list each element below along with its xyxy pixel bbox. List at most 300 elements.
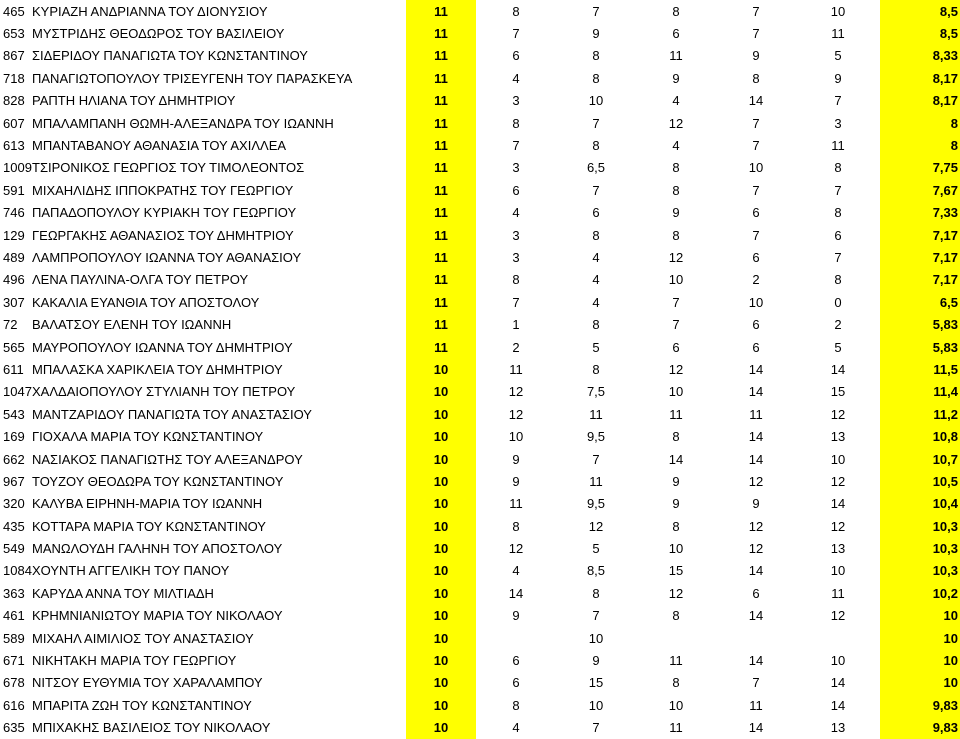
group-score: 10 bbox=[406, 649, 476, 671]
grade-5: 12 bbox=[830, 518, 846, 534]
grade-4: 14 bbox=[748, 93, 764, 109]
grade-1: 10 bbox=[508, 429, 524, 445]
group-score: 10 bbox=[406, 448, 476, 470]
group-score: 11 bbox=[406, 336, 476, 358]
row-id: 465 bbox=[3, 3, 25, 19]
average-grade: 9,83 bbox=[880, 694, 960, 716]
group-score: 10 bbox=[406, 425, 476, 447]
candidate-name: ΜΥΣΤΡΙΔΗΣ ΘΕΟΔΩΡΟΣ ΤΟΥ ΒΑΣΙΛΕΙΟΥ bbox=[32, 26, 285, 42]
grade-5: 11 bbox=[831, 585, 845, 601]
grade-2: 8 bbox=[592, 138, 600, 154]
grade-4: 14 bbox=[748, 429, 764, 445]
grade-4: 7 bbox=[752, 115, 760, 131]
table-row bbox=[0, 672, 960, 694]
grade-2: 6 bbox=[592, 205, 600, 221]
grade-1: 7 bbox=[512, 294, 520, 310]
grade-5: 6 bbox=[834, 227, 842, 243]
grade-2: 9,5 bbox=[586, 429, 606, 445]
row-id: 1009 bbox=[3, 160, 32, 176]
grade-5: 14 bbox=[830, 496, 846, 512]
grade-2: 11 bbox=[589, 473, 603, 489]
grade-3: 12 bbox=[668, 249, 684, 265]
grade-1: 9 bbox=[512, 473, 520, 489]
candidate-name: ΜΠΑΛΑΜΠΑΝΗ ΘΩΜΗ-ΑΛΕΞΑΝΔΡΑ ΤΟΥ ΙΩΑΝΝΗ bbox=[32, 115, 334, 131]
group-score: 10 bbox=[406, 627, 476, 649]
candidate-name: ΠΑΠΑΔΟΠΟΥΛΟΥ ΚΥΡΙΑΚΗ ΤΟΥ ΓΕΩΡΓΙΟΥ bbox=[32, 205, 297, 221]
row-id: 461 bbox=[3, 608, 25, 624]
table-row bbox=[0, 45, 960, 67]
candidate-name: ΚΡΗΜΝΙΑΝΙΩΤΟΥ ΜΑΡΙΑ ΤΟΥ ΝΙΚΟΛΑΟΥ bbox=[32, 608, 283, 624]
grade-2: 8 bbox=[592, 361, 600, 377]
grade-5: 0 bbox=[834, 294, 842, 310]
grade-2: 7 bbox=[592, 115, 600, 131]
grade-2: 8 bbox=[592, 227, 600, 243]
grade-2: 7 bbox=[592, 608, 600, 624]
group-score: 10 bbox=[406, 470, 476, 492]
grade-1: 2 bbox=[512, 339, 520, 355]
grade-3: 9 bbox=[672, 473, 680, 489]
row-id: 662 bbox=[3, 451, 25, 467]
grade-3: 11 bbox=[669, 48, 683, 64]
group-score: 11 bbox=[406, 157, 476, 179]
candidate-name: ΚΥΡΙΑΖΗ ΑΝΔΡΙΑΝΝΑ ΤΟΥ ΔΙΟΝΥΣΙΟΥ bbox=[32, 3, 268, 19]
row-id: 549 bbox=[3, 541, 25, 557]
grade-2: 7 bbox=[592, 720, 600, 736]
table-row bbox=[0, 224, 960, 246]
grade-1: 6 bbox=[512, 653, 520, 669]
grade-1: 12 bbox=[508, 384, 524, 400]
row-id: 678 bbox=[3, 675, 25, 691]
grade-4: 14 bbox=[748, 384, 764, 400]
grade-3: 9 bbox=[672, 205, 680, 221]
row-id: 718 bbox=[3, 70, 25, 86]
group-score: 11 bbox=[406, 179, 476, 201]
table-row bbox=[0, 269, 960, 291]
table-row bbox=[0, 0, 960, 22]
grade-5: 14 bbox=[830, 675, 846, 691]
grade-1: 4 bbox=[512, 720, 520, 736]
grade-2: 11 bbox=[589, 406, 603, 422]
average-grade: 10,8 bbox=[880, 425, 960, 447]
table-row bbox=[0, 717, 960, 739]
group-score: 11 bbox=[406, 291, 476, 313]
table-row bbox=[0, 246, 960, 268]
group-score: 11 bbox=[406, 22, 476, 44]
table-row bbox=[0, 202, 960, 224]
group-score: 11 bbox=[406, 224, 476, 246]
table-row bbox=[0, 291, 960, 313]
average-grade: 7,17 bbox=[880, 246, 960, 268]
average-grade: 10 bbox=[880, 649, 960, 671]
table-row bbox=[0, 605, 960, 627]
table-row bbox=[0, 694, 960, 716]
group-score: 10 bbox=[406, 358, 476, 380]
group-score: 10 bbox=[406, 672, 476, 694]
row-id: 828 bbox=[3, 93, 25, 109]
grade-1: 12 bbox=[508, 541, 524, 557]
grade-4: 6 bbox=[752, 585, 760, 601]
grade-4: 14 bbox=[748, 653, 764, 669]
row-id: 967 bbox=[3, 473, 25, 489]
grade-2: 8,5 bbox=[586, 563, 606, 579]
grade-1: 8 bbox=[512, 115, 520, 131]
table-row bbox=[0, 515, 960, 537]
grade-5: 12 bbox=[830, 406, 846, 422]
average-grade: 7,33 bbox=[880, 202, 960, 224]
grade-4: 12 bbox=[748, 518, 764, 534]
row-id: 671 bbox=[3, 653, 25, 669]
grade-5: 8 bbox=[834, 272, 842, 288]
average-grade: 11,5 bbox=[880, 358, 960, 380]
grade-3: 11 bbox=[669, 720, 683, 736]
row-id: 1084 bbox=[3, 563, 32, 579]
grade-4: 14 bbox=[748, 361, 764, 377]
table-row bbox=[0, 90, 960, 112]
row-id: 496 bbox=[3, 272, 25, 288]
grade-5: 14 bbox=[830, 697, 846, 713]
table-row bbox=[0, 493, 960, 515]
average-grade: 10,3 bbox=[880, 560, 960, 582]
grade-1: 8 bbox=[512, 518, 520, 534]
row-id: 607 bbox=[3, 115, 25, 131]
grade-3: 8 bbox=[672, 227, 680, 243]
candidate-name: ΚΟΤΤΑΡΑ ΜΑΡΙΑ ΤΟΥ ΚΩΝΣΤΑΝΤΙΝΟΥ bbox=[32, 518, 266, 534]
candidate-name: ΓΕΩΡΓΑΚΗΣ ΑΘΑΝΑΣΙΟΣ ΤΟΥ ΔΗΜΗΤΡΙΟΥ bbox=[32, 227, 294, 243]
group-score: 10 bbox=[406, 694, 476, 716]
grade-5: 2 bbox=[834, 317, 842, 333]
candidate-name: ΓΙΟΧΑΛΑ ΜΑΡΙΑ ΤΟΥ ΚΩΝΣΤΑΝΤΙΝΟΥ bbox=[32, 429, 264, 445]
grade-5: 5 bbox=[834, 339, 842, 355]
average-grade: 7,17 bbox=[880, 224, 960, 246]
grade-2: 8 bbox=[592, 317, 600, 333]
grade-4: 9 bbox=[752, 496, 760, 512]
grade-2: 12 bbox=[588, 518, 604, 534]
row-id: 307 bbox=[3, 294, 25, 310]
grade-2: 15 bbox=[588, 675, 604, 691]
grade-3: 8 bbox=[672, 3, 680, 19]
candidate-name: ΛΕΝΑ ΠΑΥΛΙΝΑ-ΟΛΓΑ ΤΟΥ ΠΕΤΡΟΥ bbox=[32, 272, 249, 288]
grade-1: 4 bbox=[512, 70, 520, 86]
row-id: 169 bbox=[3, 429, 25, 445]
grade-4: 7 bbox=[752, 3, 760, 19]
grade-5: 7 bbox=[834, 182, 842, 198]
grade-1: 3 bbox=[512, 227, 520, 243]
row-id: 653 bbox=[3, 26, 25, 42]
grade-4: 7 bbox=[752, 227, 760, 243]
group-score: 10 bbox=[406, 717, 476, 739]
grade-4: 14 bbox=[748, 563, 764, 579]
table-row bbox=[0, 22, 960, 44]
grade-5: 10 bbox=[830, 653, 846, 669]
row-id: 565 bbox=[3, 339, 25, 355]
grade-4: 14 bbox=[748, 720, 764, 736]
average-grade: 8,5 bbox=[880, 22, 960, 44]
grade-5: 5 bbox=[834, 48, 842, 64]
grade-1: 3 bbox=[512, 249, 520, 265]
table-row bbox=[0, 470, 960, 492]
grade-2: 10 bbox=[588, 93, 604, 109]
grade-2: 9 bbox=[592, 26, 600, 42]
row-id: 746 bbox=[3, 205, 25, 221]
group-score: 11 bbox=[406, 112, 476, 134]
average-grade: 5,83 bbox=[880, 336, 960, 358]
group-score: 11 bbox=[406, 0, 476, 22]
average-grade: 10 bbox=[880, 672, 960, 694]
grade-1: 14 bbox=[508, 585, 524, 601]
grade-5: 8 bbox=[834, 160, 842, 176]
grade-3: 12 bbox=[668, 585, 684, 601]
grade-5: 13 bbox=[830, 720, 846, 736]
group-score: 10 bbox=[406, 560, 476, 582]
grade-3: 10 bbox=[668, 384, 684, 400]
grade-2: 6,5 bbox=[586, 160, 606, 176]
candidate-name: ΧΑΛΔΑΙΟΠΟΥΛΟΥ ΣΤΥΛΙΑΝΗ ΤΟΥ ΠΕΤΡΟΥ bbox=[32, 384, 296, 400]
table-row bbox=[0, 358, 960, 380]
table-row bbox=[0, 112, 960, 134]
grade-3: 6 bbox=[672, 339, 680, 355]
grade-3: 12 bbox=[668, 115, 684, 131]
grade-1: 8 bbox=[512, 272, 520, 288]
grade-3: 14 bbox=[668, 451, 684, 467]
group-score: 11 bbox=[406, 134, 476, 156]
table-row bbox=[0, 336, 960, 358]
table-row bbox=[0, 381, 960, 403]
grade-1: 4 bbox=[512, 205, 520, 221]
table-row bbox=[0, 134, 960, 156]
average-grade: 10 bbox=[880, 627, 960, 649]
row-id: 129 bbox=[3, 227, 25, 243]
grade-3: 15 bbox=[668, 563, 684, 579]
grade-4: 7 bbox=[752, 182, 760, 198]
row-id: 489 bbox=[3, 249, 25, 265]
group-score: 10 bbox=[406, 403, 476, 425]
grade-3: 4 bbox=[672, 93, 680, 109]
grade-3: 8 bbox=[672, 429, 680, 445]
group-score: 10 bbox=[406, 515, 476, 537]
average-grade: 5,83 bbox=[880, 313, 960, 335]
row-id: 589 bbox=[3, 630, 25, 646]
candidate-name: ΣΙΔΕΡΙΔΟΥ ΠΑΝΑΓΙΩΤΑ ΤΟΥ ΚΩΝΣΤΑΝΤΙΝΟΥ bbox=[32, 48, 308, 64]
row-id: 543 bbox=[3, 406, 25, 422]
grade-4: 2 bbox=[752, 272, 760, 288]
grade-4: 7 bbox=[752, 675, 760, 691]
grade-4: 10 bbox=[748, 160, 764, 176]
candidate-name: ΝΑΣΙΑΚΟΣ ΠΑΝΑΓΙΩΤΗΣ ΤΟΥ ΑΛΕΞΑΝΔΡΟΥ bbox=[32, 451, 303, 467]
candidate-name: ΚΑΚΑΛΙΑ ΕΥΑΝΘΙΑ ΤΟΥ ΑΠΟΣΤΟΛΟΥ bbox=[32, 294, 260, 310]
grade-3: 4 bbox=[672, 138, 680, 154]
row-id: 1047 bbox=[3, 384, 32, 400]
average-grade: 10,3 bbox=[880, 515, 960, 537]
grade-4: 6 bbox=[752, 317, 760, 333]
candidate-name: ΡΑΠΤΗ ΗΛΙΑΝΑ ΤΟΥ ΔΗΜΗΤΡΙΟΥ bbox=[32, 93, 236, 109]
candidate-name: ΝΙΤΣΟΥ ΕΥΘΥΜΙΑ ΤΟΥ ΧΑΡΑΛΑΜΠΟΥ bbox=[32, 675, 263, 691]
group-score: 11 bbox=[406, 269, 476, 291]
grade-4: 11 bbox=[749, 697, 763, 713]
grade-3: 8 bbox=[672, 182, 680, 198]
candidate-name: ΚΑΡΥΔΑ ΑΝΝΑ ΤΟΥ ΜΙΛΤΙΑΔΗ bbox=[32, 585, 214, 601]
grade-5: 13 bbox=[830, 541, 846, 557]
grade-1: 6 bbox=[512, 48, 520, 64]
row-id: 616 bbox=[3, 697, 25, 713]
average-grade: 10,3 bbox=[880, 537, 960, 559]
average-grade: 8,17 bbox=[880, 90, 960, 112]
group-score: 10 bbox=[406, 537, 476, 559]
table-row bbox=[0, 313, 960, 335]
group-score: 10 bbox=[406, 381, 476, 403]
grade-2: 10 bbox=[588, 630, 604, 646]
table-row bbox=[0, 448, 960, 470]
grade-5: 10 bbox=[830, 563, 846, 579]
average-grade: 10,5 bbox=[880, 470, 960, 492]
grade-4: 14 bbox=[748, 451, 764, 467]
grade-5: 14 bbox=[830, 361, 846, 377]
grade-1: 8 bbox=[512, 3, 520, 19]
grade-2: 7 bbox=[592, 3, 600, 19]
grade-1: 7 bbox=[512, 26, 520, 42]
group-score: 11 bbox=[406, 246, 476, 268]
grade-4: 7 bbox=[752, 138, 760, 154]
grade-4 bbox=[716, 627, 796, 649]
row-id: 867 bbox=[3, 48, 25, 64]
grade-4: 6 bbox=[752, 205, 760, 221]
row-id: 435 bbox=[3, 518, 25, 534]
row-id: 72 bbox=[3, 317, 18, 333]
grade-2: 5 bbox=[592, 339, 600, 355]
table-row bbox=[0, 157, 960, 179]
table-row bbox=[0, 403, 960, 425]
grade-3: 11 bbox=[669, 653, 683, 669]
table-row bbox=[0, 425, 960, 447]
grade-4: 12 bbox=[748, 541, 764, 557]
grade-2: 4 bbox=[592, 294, 600, 310]
grade-5: 12 bbox=[830, 473, 846, 489]
grade-1: 12 bbox=[508, 406, 524, 422]
grade-3: 12 bbox=[668, 361, 684, 377]
average-grade: 10,2 bbox=[880, 582, 960, 604]
grade-2: 8 bbox=[592, 70, 600, 86]
grade-1: 3 bbox=[512, 93, 520, 109]
group-score: 11 bbox=[406, 67, 476, 89]
average-grade: 8 bbox=[880, 134, 960, 156]
grade-1: 9 bbox=[512, 451, 520, 467]
candidate-name: ΧΟΥΝΤΗ ΑΓΓΕΛΙΚΗ ΤΟΥ ΠΑΝΟΥ bbox=[32, 563, 230, 579]
grade-5: 10 bbox=[830, 451, 846, 467]
candidate-name: ΜΠΑΝΤΑΒΑΝΟΥ ΑΘΑΝΑΣΙΑ ΤΟΥ ΑΧΙΛΛΕΑ bbox=[32, 138, 287, 154]
candidate-name: ΜΠΑΡΙΤΑ ΖΩΗ ΤΟΥ ΚΩΝΣΤΑΝΤΙΝΟΥ bbox=[32, 697, 252, 713]
grade-3: 8 bbox=[672, 608, 680, 624]
row-id: 363 bbox=[3, 585, 25, 601]
grade-1: 7 bbox=[512, 138, 520, 154]
grade-3: 8 bbox=[672, 160, 680, 176]
candidate-name: ΜΑΥΡΟΠΟΥΛΟΥ ΙΩΑΝΝΑ ΤΟΥ ΔΗΜΗΤΡΙΟΥ bbox=[32, 339, 293, 355]
grade-5: 7 bbox=[834, 249, 842, 265]
table-row bbox=[0, 560, 960, 582]
grade-2: 7 bbox=[592, 451, 600, 467]
candidate-name: ΒΑΛΑΤΣΟΥ ΕΛΕΝΗ ΤΟΥ ΙΩΑΝΝΗ bbox=[32, 317, 232, 333]
grade-5: 11 bbox=[831, 26, 845, 42]
grade-3: 8 bbox=[672, 518, 680, 534]
average-grade: 7,17 bbox=[880, 269, 960, 291]
grade-3: 7 bbox=[672, 317, 680, 333]
grade-5: 7 bbox=[834, 93, 842, 109]
candidate-name: ΜΙΧΑΗΛΙΔΗΣ ΙΠΠΟΚΡΑΤΗΣ ΤΟΥ ΓΕΩΡΓΙΟΥ bbox=[32, 182, 294, 198]
grade-4: 7 bbox=[752, 26, 760, 42]
group-score: 10 bbox=[406, 582, 476, 604]
grade-5: 3 bbox=[834, 115, 842, 131]
average-grade: 9,83 bbox=[880, 717, 960, 739]
grade-5 bbox=[796, 627, 880, 649]
average-grade: 10,7 bbox=[880, 448, 960, 470]
candidate-name: ΜΠΙΧΑΚΗΣ ΒΑΣΙΛΕΙΟΣ ΤΟΥ ΝΙΚΟΛΑΟΥ bbox=[32, 720, 271, 736]
candidate-name: ΜΙΧΑΗΛ ΑΙΜΙΛΙΟΣ ΤΟΥ ΑΝΑΣΤΑΣΙΟΥ bbox=[32, 630, 254, 646]
candidate-name: ΤΣΙΡΟΝΙΚΟΣ ΓΕΩΡΓΙΟΣ ΤΟΥ ΤΙΜΟΛΕΟΝΤΟΣ bbox=[32, 160, 305, 176]
grade-3: 10 bbox=[668, 541, 684, 557]
candidate-name: ΜΑΝΩΛΟΥΔΗ ΓΑΛΗΝΗ ΤΟΥ ΑΠΟΣΤΟΛΟΥ bbox=[32, 541, 283, 557]
group-score: 11 bbox=[406, 202, 476, 224]
grade-2: 9 bbox=[592, 653, 600, 669]
grade-3: 9 bbox=[672, 496, 680, 512]
average-grade: 6,5 bbox=[880, 291, 960, 313]
grade-5: 11 bbox=[831, 138, 845, 154]
grade-2: 4 bbox=[592, 272, 600, 288]
row-id: 635 bbox=[3, 720, 25, 736]
grade-4: 10 bbox=[748, 294, 764, 310]
candidate-name: ΛΑΜΠΡΟΠΟΥΛΟΥ ΙΩΑΝΝΑ ΤΟΥ ΑΘΑΝΑΣΙΟΥ bbox=[32, 249, 302, 265]
average-grade: 8,17 bbox=[880, 67, 960, 89]
grade-1: 3 bbox=[512, 160, 520, 176]
grade-1: 4 bbox=[512, 563, 520, 579]
grade-4: 6 bbox=[752, 339, 760, 355]
average-grade: 7,75 bbox=[880, 157, 960, 179]
row-id: 591 bbox=[3, 182, 25, 198]
grade-4: 8 bbox=[752, 70, 760, 86]
grade-3: 10 bbox=[668, 697, 684, 713]
candidate-name: ΜΑΝΤΖΑΡΙΔΟΥ ΠΑΝΑΓΙΩΤΑ ΤΟΥ ΑΝΑΣΤΑΣΙΟΥ bbox=[32, 406, 312, 422]
grade-4: 11 bbox=[749, 406, 763, 422]
candidate-name: ΠΑΝΑΓΙΩΤΟΠΟΥΛΟΥ ΤΡΙΣΕΥΓΕΝΗ ΤΟΥ ΠΑΡΑΣΚΕΥΑ bbox=[32, 70, 353, 86]
row-id: 611 bbox=[3, 361, 24, 377]
grade-4: 14 bbox=[748, 608, 764, 624]
candidate-name: ΝΙΚΗΤΑΚΗ ΜΑΡΙΑ ΤΟΥ ΓΕΩΡΓΙΟΥ bbox=[32, 653, 237, 669]
candidate-name: ΤΟΥΖΟΥ ΘΕΟΔΩΡΑ ΤΟΥ ΚΩΝΣΤΑΝΤΙΝΟΥ bbox=[32, 473, 284, 489]
group-score: 11 bbox=[406, 313, 476, 335]
grade-1: 9 bbox=[512, 608, 520, 624]
candidate-name: ΚΑΛΥΒΑ ΕΙΡΗΝΗ-ΜΑΡΙΑ ΤΟΥ ΙΩΑΝΝΗ bbox=[32, 496, 263, 512]
grade-2: 7 bbox=[592, 182, 600, 198]
grade-1: 6 bbox=[512, 182, 520, 198]
grade-2: 4 bbox=[592, 249, 600, 265]
grade-3: 8 bbox=[672, 675, 680, 691]
grade-5: 12 bbox=[830, 608, 846, 624]
grade-3: 7 bbox=[672, 294, 680, 310]
grade-1 bbox=[476, 627, 556, 649]
table-row bbox=[0, 179, 960, 201]
grade-2: 8 bbox=[592, 585, 600, 601]
table-row bbox=[0, 537, 960, 559]
candidate-name: ΜΠΑΛΑΣΚΑ ΧΑΡΙΚΛΕΙΑ ΤΟΥ ΔΗΜΗΤΡΙΟΥ bbox=[32, 361, 283, 377]
grade-5: 10 bbox=[830, 3, 846, 19]
grade-5: 8 bbox=[834, 205, 842, 221]
group-score: 11 bbox=[406, 90, 476, 112]
grade-3: 11 bbox=[669, 406, 683, 422]
grade-4: 9 bbox=[752, 48, 760, 64]
grade-1: 6 bbox=[512, 675, 520, 691]
average-grade: 8,33 bbox=[880, 45, 960, 67]
grade-3 bbox=[636, 627, 716, 649]
grade-5: 15 bbox=[830, 384, 846, 400]
average-grade: 10 bbox=[880, 605, 960, 627]
row-id: 613 bbox=[3, 138, 25, 154]
